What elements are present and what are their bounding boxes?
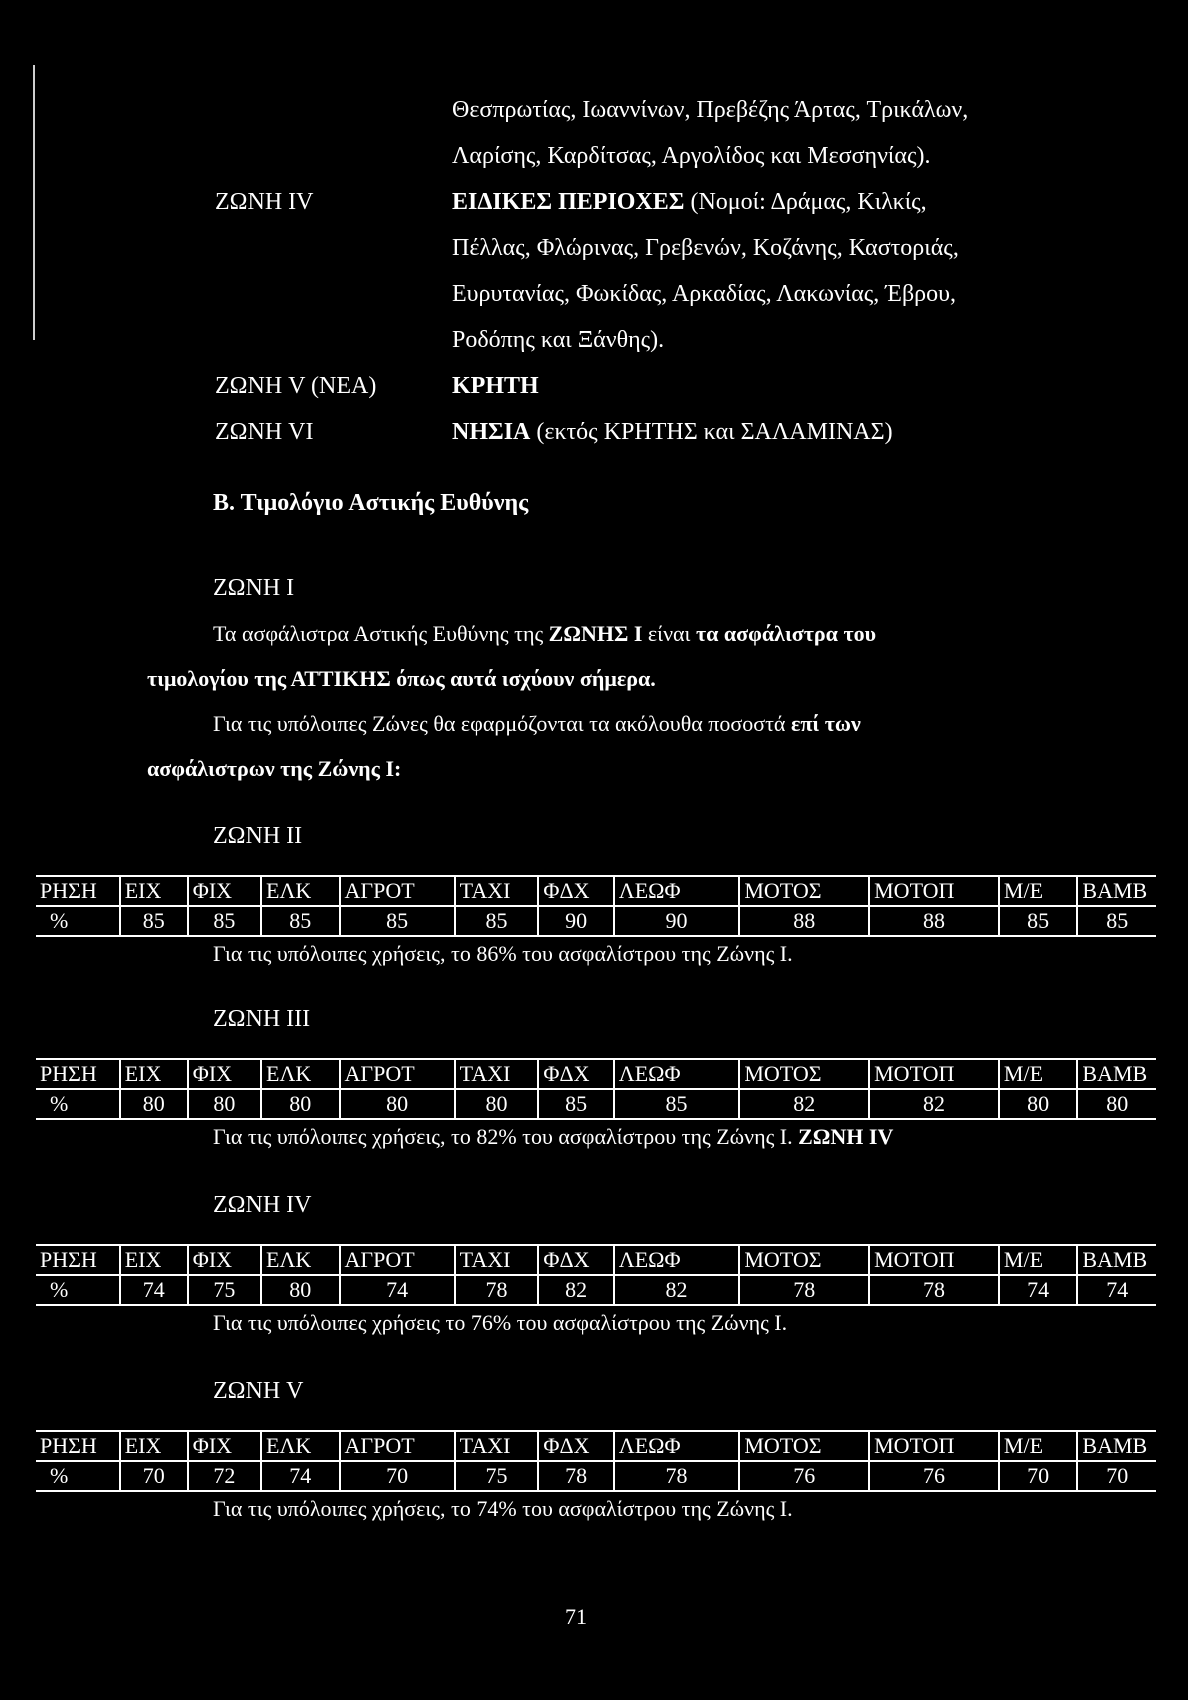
table-cell: % (36, 906, 120, 936)
continuation-line-1: Θεσπρωτίας, Ιωαννίνων, Πρεβέζης Άρτας, Τρικάλων, (452, 97, 969, 123)
table-header-cell: ΒΑΜΒ (1077, 876, 1156, 906)
table-cell: 85 (614, 1089, 740, 1119)
table-header-cell: ΕΙΧ (120, 1431, 188, 1461)
table-header-cell: ΡΗΣΗ (36, 876, 120, 906)
table-header-cell: Μ/Ε (999, 1431, 1078, 1461)
zone-v-row (0, 364, 1188, 408)
table-header-cell: ΕΙΧ (120, 876, 188, 906)
zone-rates-table (36, 1058, 1156, 1120)
table-cell: 82 (538, 1275, 613, 1305)
table-cell: 80 (188, 1089, 261, 1119)
zone-note-tail: ΖΩΝΗ IV (798, 1124, 894, 1149)
table-header-row (36, 876, 1156, 906)
zone-iv-line-3: Ευρυτανίας, Φωκίδας, Αρκαδίας, Λακωνίας, Έβρου, (452, 281, 957, 307)
table-header-cell: ΑΓΡΟΤ (340, 1431, 455, 1461)
table-cell: 72 (188, 1461, 261, 1491)
zone-note (213, 1310, 787, 1336)
zone-v-text: ΚΡΗΤΗ (452, 373, 539, 399)
table-cell: 85 (340, 906, 455, 936)
table-header-cell: ΛΕΩΦ (614, 1059, 740, 1089)
p1-text-c: είναι (642, 621, 696, 646)
p1-text-b: ΖΩΝΗΣ I (548, 621, 643, 646)
paragraph-2-line-1 (213, 711, 861, 737)
table-header-cell: Μ/Ε (999, 1059, 1078, 1089)
table-row (36, 1461, 1156, 1491)
table-cell: 80 (261, 1089, 340, 1119)
table-header-cell: ΜΟΤΟΣ (739, 1059, 869, 1089)
table-cell: 85 (1077, 906, 1156, 936)
table-cell: 75 (455, 1461, 539, 1491)
zone-iv-row-4 (0, 318, 1188, 362)
zone-note (213, 941, 793, 967)
table-cell: 88 (739, 906, 869, 936)
zone-iv-row-3 (0, 272, 1188, 316)
table-cell: 78 (538, 1461, 613, 1491)
table-cell: 90 (614, 906, 740, 936)
zone-note-text: Για τις υπόλοιπες χρήσεις, το 74% του ασφαλίστρου της Ζώνης I. (213, 1496, 793, 1521)
table-cell: 82 (614, 1275, 740, 1305)
paragraph-2-line-2: ασφάλιστρων της Ζώνης I: (147, 756, 402, 781)
table-cell: 70 (120, 1461, 188, 1491)
table-cell: 78 (614, 1461, 740, 1491)
zone-i-label: ΖΩΝΗ I (213, 575, 295, 601)
zone-table-title: ΖΩΝΗ III (213, 1006, 311, 1032)
zone-rates-table (36, 875, 1156, 937)
table-header-cell: ΜΟΤΟΣ (739, 876, 869, 906)
table-cell: 80 (999, 1089, 1078, 1119)
table-header-cell: ΦΔΧ (538, 1245, 613, 1275)
table-cell: 85 (188, 906, 261, 936)
table-header-cell: ΜΟΤΟΠ (869, 1431, 999, 1461)
table-cell: 80 (120, 1089, 188, 1119)
table-header-cell: ΕΛΚ (261, 1245, 340, 1275)
p1-text-d: τα ασφάλιστρα του (695, 621, 877, 646)
zone-note (213, 1124, 893, 1150)
p2-text-b: επί των (790, 711, 861, 736)
table-cell: 78 (869, 1275, 999, 1305)
zone-note (213, 1496, 793, 1522)
table-header-cell: ΦΙΧ (188, 1059, 261, 1089)
zone-vi-row (0, 410, 1188, 454)
zone-rates-table (36, 1430, 1156, 1492)
table-header-cell: ΒΑΜΒ (1077, 1431, 1156, 1461)
table-header-cell: ΦΙΧ (188, 1245, 261, 1275)
table-cell: 85 (120, 906, 188, 936)
continuation-line-2: Λαρίσης, Καρδίτσας, Αργολίδος και Μεσσηνίας). (452, 143, 931, 169)
zone-list-continuation-1 (0, 88, 1188, 132)
table-header-cell: ΜΟΤΟΠ (869, 876, 999, 906)
zone-note-text: Για τις υπόλοιπες χρήσεις, το 82% του ασφαλίστρου της Ζώνης I. (213, 1124, 799, 1149)
zone-rates-table (36, 1244, 1156, 1306)
p2-text-a: Για τις υπόλοιπες Ζώνες θα εφαρμόζονται τα ακόλουθα ποσοστά (213, 711, 791, 736)
table-header-cell: ΦΙΧ (188, 1431, 261, 1461)
page-number: 71 (565, 1604, 587, 1629)
table-cell: 70 (1077, 1461, 1156, 1491)
zone-vi-label: ΖΩΝΗ VI (215, 419, 314, 445)
zone-vi-text (452, 410, 893, 454)
table-row (36, 1089, 1156, 1119)
zone-v-label: ΖΩΝΗ V (ΝΕΑ) (215, 373, 377, 399)
table-header-cell: ΜΟΤΟΣ (739, 1431, 869, 1461)
table-header-cell: ΕΙΧ (120, 1059, 188, 1089)
zone-iv-line-1 (452, 180, 927, 224)
zone-list-continuation-2 (0, 134, 1188, 178)
table-header-cell: ΦΔΧ (538, 876, 613, 906)
zone-table-title: ΖΩΝΗ II (213, 823, 303, 849)
table-row (36, 1275, 1156, 1305)
p1-text-a: Τα ασφάλιστρα Αστικής Ευθύνης της (213, 621, 549, 646)
table-header-cell: ΒΑΜΒ (1077, 1245, 1156, 1275)
table-header-cell: ΤΑΧΙ (455, 876, 539, 906)
table-header-cell: ΦΙΧ (188, 876, 261, 906)
table-header-cell: ΤΑΧΙ (455, 1059, 539, 1089)
table-cell: 70 (999, 1461, 1078, 1491)
table-header-row (36, 1059, 1156, 1089)
table-cell: 80 (340, 1089, 455, 1119)
table-cell: 74 (261, 1461, 340, 1491)
table-row (36, 906, 1156, 936)
table-header-cell: ΦΔΧ (538, 1431, 613, 1461)
paragraph-1-line-1 (213, 621, 876, 647)
table-cell: 70 (340, 1461, 455, 1491)
zone-iv-line-4: Ροδόπης και Ξάνθης). (452, 327, 665, 353)
table-header-cell: ΕΛΚ (261, 1059, 340, 1089)
table-header-cell: Μ/Ε (999, 1245, 1078, 1275)
zone-iv-row-2 (0, 226, 1188, 270)
table-header-cell: ΑΓΡΟΤ (340, 1059, 455, 1089)
zone-iv-line-2: Πέλλας, Φλώρινας, Γρεβενών, Κοζάνης, Καστοριάς, (452, 235, 959, 261)
table-cell: 85 (455, 906, 539, 936)
zone-iv-row (0, 180, 1188, 224)
table-header-cell: ΕΙΧ (120, 1245, 188, 1275)
table-cell: % (36, 1461, 120, 1491)
zone-vi-islands: ΝΗΣΙΑ (452, 419, 531, 445)
zone-table-title: ΖΩΝΗ V (213, 1378, 304, 1404)
table-cell: 74 (340, 1275, 455, 1305)
table-cell: 88 (869, 906, 999, 936)
table-cell: 85 (261, 906, 340, 936)
table-cell: 82 (739, 1089, 869, 1119)
table-cell: 80 (261, 1275, 340, 1305)
table-header-cell: ΒΑΜΒ (1077, 1059, 1156, 1089)
table-cell: 76 (869, 1461, 999, 1491)
paragraph-1-line-2: τιμολογίου της ΑΤΤΙΚΗΣ όπως αυτά ισχύουν σήμερα. (147, 666, 656, 691)
table-header-cell: Μ/Ε (999, 876, 1078, 906)
table-cell: % (36, 1275, 120, 1305)
table-header-cell: ΛΕΩΦ (614, 876, 740, 906)
table-header-cell: ΡΗΣΗ (36, 1245, 120, 1275)
table-header-cell: ΤΑΧΙ (455, 1431, 539, 1461)
table-header-cell: ΜΟΤΟΣ (739, 1245, 869, 1275)
table-header-cell: ΜΟΤΟΠ (869, 1245, 999, 1275)
table-cell: 74 (999, 1275, 1078, 1305)
zone-table-title: ΖΩΝΗ IV (213, 1192, 312, 1218)
table-header-cell: ΤΑΧΙ (455, 1245, 539, 1275)
table-header-row (36, 1245, 1156, 1275)
table-cell: 85 (999, 906, 1078, 936)
table-cell: 76 (739, 1461, 869, 1491)
section-b-title: Β. Τιμολόγιο Αστικής Ευθύνης (213, 490, 529, 516)
table-header-cell: ΑΓΡΟΤ (340, 1245, 455, 1275)
table-header-cell: ΜΟΤΟΠ (869, 1059, 999, 1089)
table-header-row (36, 1431, 1156, 1461)
table-header-cell: ΛΕΩΦ (614, 1431, 740, 1461)
zone-iv-label: ΖΩΝΗ IV (215, 189, 314, 215)
table-cell: 85 (538, 1089, 613, 1119)
zone-iv-special-areas: ΕΙΔΙΚΕΣ ΠΕΡΙΟΧΕΣ (452, 189, 685, 215)
table-cell: 90 (538, 906, 613, 936)
table-cell: 74 (1077, 1275, 1156, 1305)
zone-note-text: Για τις υπόλοιπες χρήσεις το 76% του ασφαλίστρου της Ζώνης I. (213, 1310, 788, 1335)
table-cell: 78 (739, 1275, 869, 1305)
table-header-cell: ΡΗΣΗ (36, 1059, 120, 1089)
table-cell: % (36, 1089, 120, 1119)
table-cell: 74 (120, 1275, 188, 1305)
table-cell: 82 (869, 1089, 999, 1119)
zone-note-text: Για τις υπόλοιπες χρήσεις, το 86% του ασφαλίστρου της Ζώνης I. (213, 941, 793, 966)
table-cell: 75 (188, 1275, 261, 1305)
table-header-cell: ΕΛΚ (261, 876, 340, 906)
table-header-cell: ΕΛΚ (261, 1431, 340, 1461)
table-header-cell: ΑΓΡΟΤ (340, 876, 455, 906)
table-cell: 78 (455, 1275, 539, 1305)
table-header-cell: ΡΗΣΗ (36, 1431, 120, 1461)
table-cell: 80 (1077, 1089, 1156, 1119)
table-header-cell: ΛΕΩΦ (614, 1245, 740, 1275)
zone-vi-text-rest: (εκτός ΚΡΗΤΗΣ και ΣΑΛΑΜΙΝΑΣ) (530, 419, 893, 445)
table-cell: 80 (455, 1089, 539, 1119)
zone-iv-line-1-rest: (Νομοί: Δράμας, Κιλκίς, (684, 189, 927, 215)
table-header-cell: ΦΔΧ (538, 1059, 613, 1089)
